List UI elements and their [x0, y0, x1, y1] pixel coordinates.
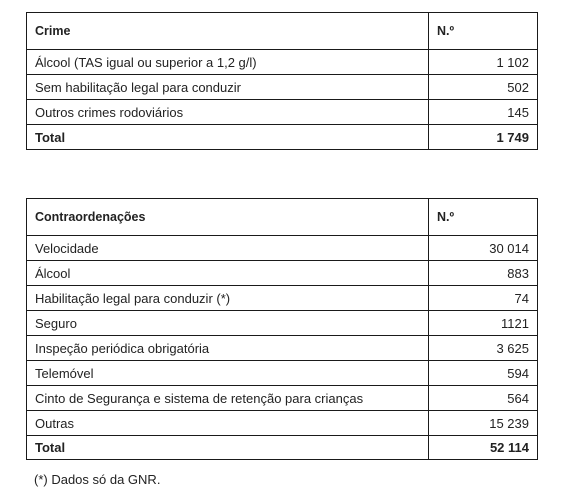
table-row [27, 50, 538, 75]
column-header-crime: Crime [27, 13, 429, 50]
row-label: Telemóvel [27, 361, 429, 386]
row-value: 564 [429, 386, 538, 411]
row-value: 3 625 [429, 336, 538, 361]
column-header-count: N.º [429, 13, 538, 50]
total-label: Total [27, 125, 429, 150]
table-row [27, 75, 538, 100]
column-header-count: N.º [429, 199, 538, 236]
row-label: Inspeção periódica obrigatória [27, 336, 429, 361]
crimes-table [26, 12, 538, 150]
row-value: 1121 [429, 311, 538, 336]
table-row [27, 236, 538, 261]
table-row [27, 100, 538, 125]
row-label: Álcool (TAS igual ou superior a 1,2 g/l) [27, 50, 429, 75]
table-row [27, 361, 538, 386]
row-value: 502 [429, 75, 538, 100]
row-value: 30 014 [429, 236, 538, 261]
total-value: 52 114 [429, 436, 538, 460]
table-row [27, 386, 538, 411]
table-row [27, 286, 538, 311]
table-row [27, 261, 538, 286]
row-label: Outros crimes rodoviários [27, 100, 429, 125]
row-value: 74 [429, 286, 538, 311]
row-label: Velocidade [27, 236, 429, 261]
column-header-contraordenacoes: Contraordenações [27, 199, 429, 236]
row-label: Outras [27, 411, 429, 436]
row-value: 883 [429, 261, 538, 286]
table-header-row [27, 13, 538, 50]
row-value: 1 102 [429, 50, 538, 75]
row-label: Seguro [27, 311, 429, 336]
row-label: Cinto de Segurança e sistema de retenção para crianças [27, 386, 429, 411]
table-header-row [27, 199, 538, 236]
row-value: 15 239 [429, 411, 538, 436]
total-label: Total [27, 436, 429, 460]
row-value: 145 [429, 100, 538, 125]
table-total-row [27, 125, 538, 150]
table-row [27, 336, 538, 361]
row-label: Álcool [27, 261, 429, 286]
table-total-row [27, 436, 538, 460]
contraordenacoes-table [26, 198, 538, 460]
footnote: (*) Dados só da GNR. [34, 472, 161, 487]
row-label: Habilitação legal para conduzir (*) [27, 286, 429, 311]
total-value: 1 749 [429, 125, 538, 150]
row-value: 594 [429, 361, 538, 386]
table-row [27, 411, 538, 436]
table-row [27, 311, 538, 336]
row-label: Sem habilitação legal para conduzir [27, 75, 429, 100]
